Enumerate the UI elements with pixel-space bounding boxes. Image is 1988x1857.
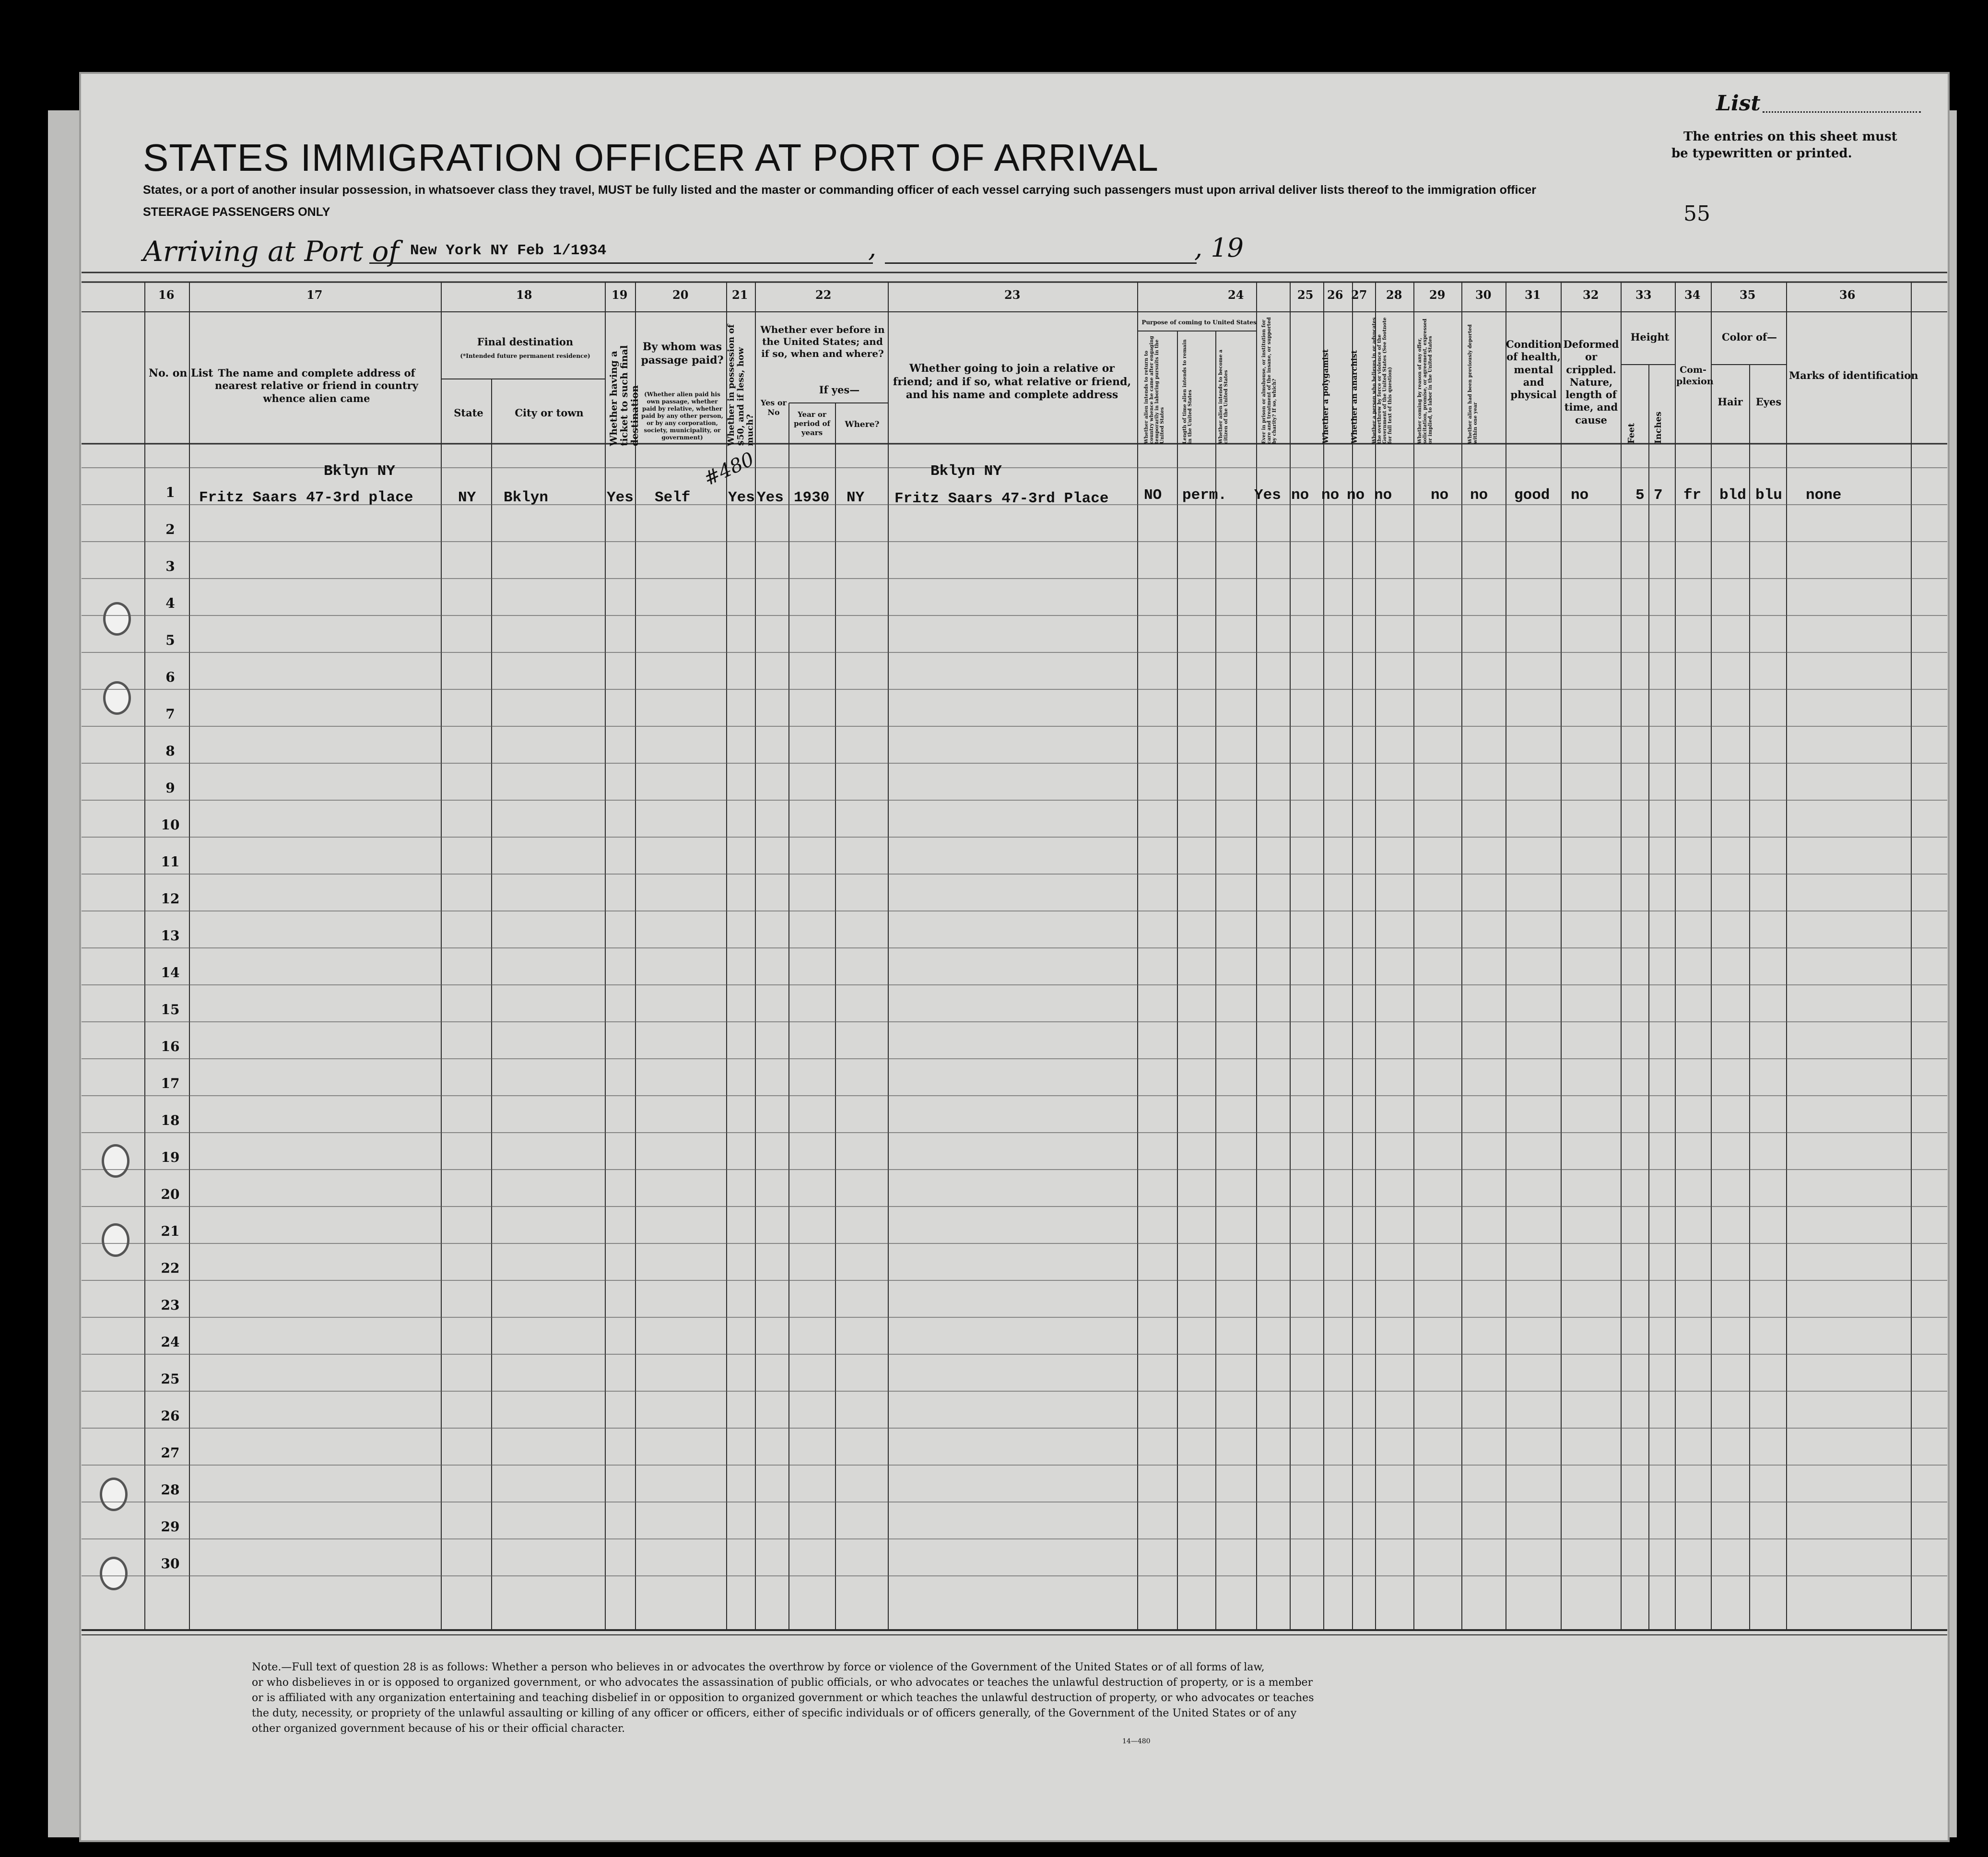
row-number: 3 (165, 558, 175, 574)
header-city: City or town (515, 407, 584, 419)
row-number: 21 (161, 1223, 180, 1239)
row-number: 10 (161, 817, 180, 833)
header-final-destination-note: (*Intended future permanent residence) (460, 353, 590, 359)
row-number: 16 (161, 1039, 180, 1054)
join-address: Fritz Saars 47-3rd Place (894, 490, 1109, 507)
header-join-relative: Whether going to join a relative or friend; and if so, what relative or friend, and his name and complete address (893, 362, 1131, 401)
row-number: 23 (161, 1297, 180, 1313)
eyes-value: blu (1755, 487, 1782, 504)
header-purpose-return: Whether alien intends to return to country whence he came after engaging temporarily in laboring pursuits in the United States (1144, 336, 1165, 444)
header-q29: Whether coming by reason of any offer, solicitation, promise, or agreement, expressed or implied, to labor in the United States (1417, 319, 1433, 444)
instructions-line-1: The entries on this sheet must (1683, 130, 1897, 144)
port-comma: , (868, 233, 877, 263)
row-number: 1 (165, 485, 175, 500)
row-number: 5 (165, 632, 175, 648)
relative-city-above: Bklyn NY (324, 463, 395, 480)
column-number: 27 (1351, 288, 1367, 302)
column-number: 19 (612, 288, 628, 302)
row-number: 2 (165, 521, 175, 537)
column-number: 28 (1386, 288, 1402, 302)
feet-value: 5 (1635, 487, 1645, 504)
header-hair: Hair (1717, 396, 1743, 408)
footnote (252, 1660, 1314, 1736)
header-height: Height (1630, 331, 1670, 343)
header-purpose-length: Length of time alien intends to remain in the United States (1182, 339, 1193, 444)
column-number: 35 (1740, 288, 1756, 302)
row-number: 11 (161, 854, 180, 870)
return-intent-value: NO (1144, 487, 1162, 504)
row-number: 6 (165, 669, 175, 685)
column-number: 29 (1429, 288, 1446, 302)
arriving-label: Arriving at Port of (143, 235, 399, 268)
header-feet: Feet (1626, 423, 1636, 444)
port-value: New York NY Feb 1/1934 (410, 242, 607, 259)
footnote-line: Note.—Full text of question 28 is as follows: Whether a person who believes in or advocates the overthrow by force or violence of the Government of the United States or of all forms of law, (252, 1661, 1265, 1673)
column-number: 21 (732, 288, 748, 302)
money-annotation: #480 (700, 448, 758, 491)
header-marks: Marks of identification (1789, 369, 1918, 381)
footnote-line: other organized government because of his or their official character. (252, 1722, 625, 1735)
row-number: 22 (161, 1260, 180, 1276)
column-number: 33 (1635, 288, 1652, 302)
header-anarchist: Whether an anarchist (1350, 350, 1359, 444)
where-value: NY (847, 489, 865, 506)
page-title: STATES IMMIGRATION OFFICER AT PORT OF ARRIVAL (143, 136, 1159, 179)
column-number: 30 (1475, 288, 1492, 302)
before-value: Yes (757, 489, 784, 506)
header-by-whom: By whom was passage paid? (641, 341, 724, 367)
column-number: 23 (1004, 288, 1021, 302)
q29-value: no (1431, 487, 1449, 504)
header-before-in-us: Whether ever before in the United States; and if so, when and where? (760, 324, 885, 359)
header-polygamist: Whether a polygamist (1321, 349, 1330, 444)
header-final-destination: Final destination (477, 336, 574, 348)
header-health: Condition of health, mental and physical (1506, 338, 1562, 401)
header-purpose-citizen: Whether alien intends to become a citizen of the United States (1218, 349, 1229, 444)
q30-value: no (1470, 487, 1488, 504)
list-field-line (1763, 111, 1921, 113)
column-number: 16 (158, 288, 175, 302)
row-number: 4 (165, 595, 175, 611)
row-number: 14 (161, 965, 180, 981)
header-complexion: Com-plexion (1676, 365, 1714, 387)
row-number: 17 (161, 1076, 180, 1091)
header-ticket: Whether having a ticket to such final destination (608, 345, 640, 446)
header-eyes: Eyes (1755, 396, 1782, 408)
complexion-value: fr (1683, 487, 1702, 504)
deformed-value: no (1571, 487, 1589, 504)
header-nearest-relative: The name and complete address of nearest relative or friend in country whence alien came (215, 367, 418, 404)
row-number: 25 (161, 1371, 180, 1387)
header-possession: Whether in possession of $50, and if less, how much? (726, 324, 755, 446)
row-number: 8 (165, 743, 175, 759)
column-number: 36 (1839, 288, 1856, 302)
steerage-label: STEERAGE PASSENGERS ONLY (143, 205, 330, 219)
column-number: 17 (306, 288, 323, 302)
paid-by-value: Self (655, 489, 691, 506)
row-number: 27 (161, 1445, 180, 1461)
footnote-line: the duty, necessity, or propriety of the unlawful assaulting or killing of any officer or officers, either of specific individuals or of officers generally, of the Government of the United States or of any (252, 1707, 1297, 1719)
header-deformed: Deformed or crippled. Nature, length of time, and cause (1563, 338, 1619, 426)
possession-value: Yes (728, 489, 755, 506)
destination-state: NY (458, 489, 476, 506)
header-purpose: Purpose of coming to United States (1141, 319, 1257, 326)
relative-address: Fritz Saars 47-3rd place (199, 489, 413, 506)
header-inches: Inches (1653, 411, 1663, 444)
row-number: 15 (161, 1002, 180, 1017)
column-number: 20 (672, 288, 689, 302)
row-number: 9 (165, 780, 175, 796)
footnote-line: or is affiliated with any organization entertaining and teaching disbelief in or opposition to organized government or which teaches the unlawful destruction of property, or who advocates or teaches (252, 1691, 1314, 1704)
q28-value: no (1374, 487, 1392, 504)
header-q30: Whether alien had been previously deported within one year (1468, 324, 1478, 444)
header-q28: Whether a person who believes in or advocates the overthrow by force or violence of the Government of the United States (See footnote for full text of this question) (1372, 317, 1393, 444)
polygamist-value: no (1321, 487, 1340, 504)
row-number: 18 (161, 1112, 180, 1128)
row-number: 19 (161, 1149, 180, 1165)
row-number: 28 (161, 1482, 180, 1498)
header-year-period: Year or period of years (794, 410, 830, 437)
column-number: 26 (1327, 288, 1343, 302)
header-prison: Ever in prison or almshouse, or institution for care and treatment of the insane, or supported by charity? If so, which? (1261, 317, 1277, 444)
ticket-value: Yes (607, 489, 634, 506)
column-number: 31 (1525, 288, 1541, 302)
header-where: Where? (845, 420, 880, 429)
header-state: State (454, 407, 483, 419)
row-number: 12 (161, 891, 180, 907)
sheet-number: 55 (1683, 201, 1710, 226)
list-label: List (1716, 91, 1761, 116)
row-number: 29 (161, 1519, 180, 1535)
column-number: 32 (1583, 288, 1599, 302)
row-number: 13 (161, 928, 180, 944)
column-number: 24 (1228, 288, 1244, 302)
date-field-line (885, 262, 1197, 264)
prison-value: no (1291, 487, 1309, 504)
page-subtitle: States, or a port of another insular possession, in whatsoever class they travel, MUST be fully listed and the master or commanding officer of each vessel carrying such passengers must upon arrival deliver lists thereof to the immigration officer (143, 183, 1536, 197)
column-number: 22 (815, 288, 832, 302)
health-value: good (1514, 487, 1550, 504)
header-if-yes: If yes— (819, 384, 860, 396)
header-color-of: Color of— (1721, 331, 1777, 343)
anarchist-value: no (1347, 487, 1365, 504)
row-number: 24 (161, 1334, 180, 1350)
length-value: perm. (1182, 487, 1227, 504)
header-by-whom-note: (Whether alien paid his own passage, whether paid by relative, whether paid by any other person, or by any corporation, society, municipality, or government) (641, 391, 723, 441)
form-number: 14—480 (1122, 1738, 1151, 1745)
row-number: 20 (161, 1186, 180, 1202)
join-city-above: Bklyn NY (930, 463, 1002, 480)
row-number: 30 (161, 1556, 180, 1572)
header-no-on-list: No. on List (149, 367, 213, 379)
year-value: 1930 (794, 489, 830, 506)
row-number: 26 (161, 1408, 180, 1424)
marks-value: none (1806, 487, 1842, 504)
footnote-line: or who disbelieves in or is opposed to organized government, or who advocates the assassination of public officials, or who advocates or teaches the unlawful destruction of property, or is a member (252, 1676, 1313, 1689)
column-number: 25 (1297, 288, 1314, 302)
year-prefix: , 19 (1194, 233, 1244, 263)
hair-value: bld (1719, 487, 1746, 504)
destination-city: Bklyn (504, 489, 549, 506)
inches-value: 7 (1654, 487, 1663, 504)
column-number: 34 (1684, 288, 1701, 302)
header-yes-or-no: Yes or No (761, 398, 787, 417)
row-number: 7 (165, 706, 175, 722)
citizen-value: Yes (1254, 487, 1281, 504)
column-number: 18 (516, 288, 532, 302)
port-field-line (369, 262, 873, 264)
instructions-line-2: be typewritten or printed. (1671, 146, 1852, 161)
